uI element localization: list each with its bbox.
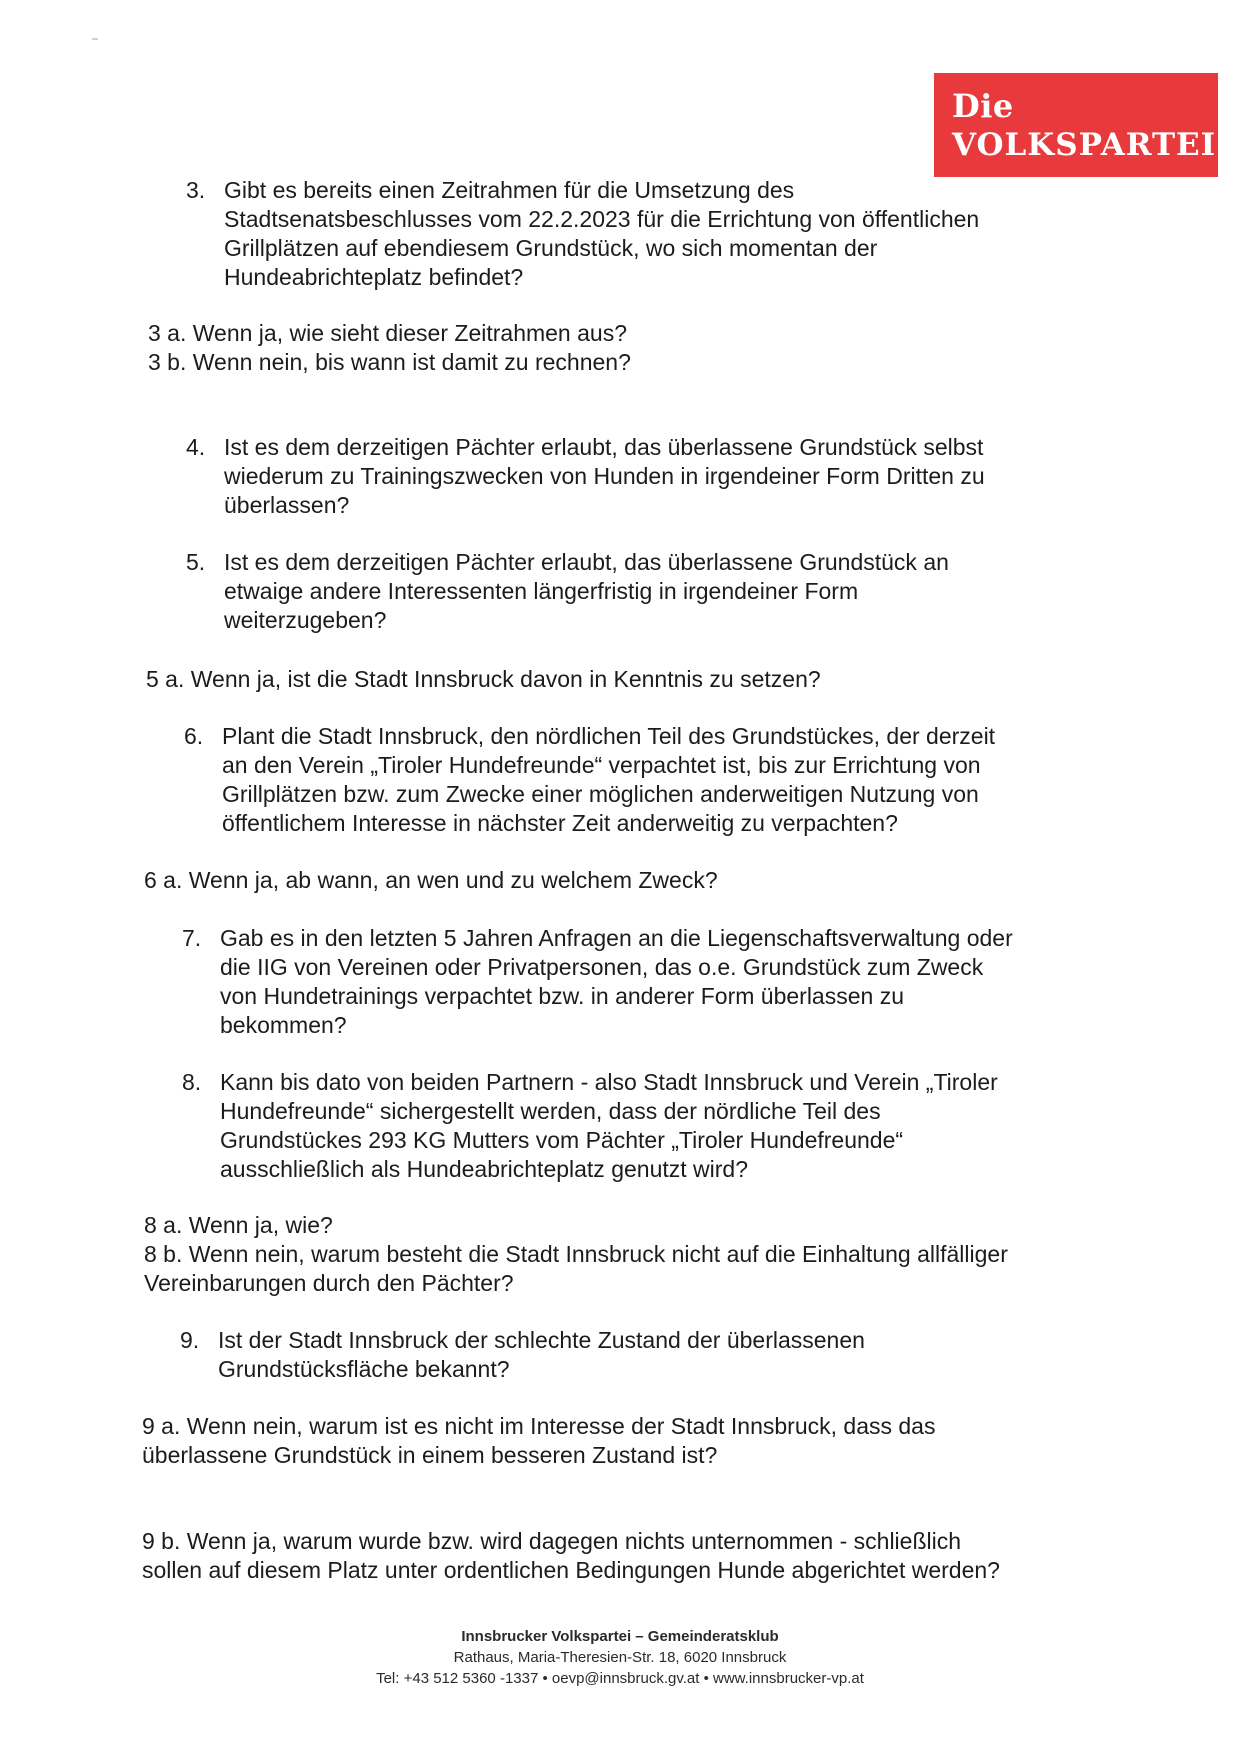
question-7-text [220, 924, 1013, 1040]
question-3-number: 3. [186, 177, 206, 203]
question-8-line: ausschließlich als Hundeabrichteplatz genutzt wird? [220, 1156, 749, 1182]
question-4-number: 4. [186, 434, 206, 460]
question-3-line: Stadtsenatsbeschlusses vom 22.2.2023 für die Errichtung von öffentlichen [224, 206, 980, 232]
party-logo [934, 73, 1218, 177]
footer-address: Rathaus, Maria-Theresien-Str. 18, 6020 Innsbruck [453, 1649, 787, 1666]
subquestion-9b-line: sollen auf diesem Platz unter ordentlichen Bedingungen Hunde abgerichtet werden? [142, 1557, 1000, 1583]
question-6-text [222, 722, 995, 838]
question-8-line: Kann bis dato von beiden Partnern - also Stadt Innsbruck und Verein „Tiroler [220, 1069, 998, 1095]
subquestion-8a: 8 a. Wenn ja, wie? [144, 1212, 333, 1238]
question-6-line: an den Verein „Tiroler Hundefreunde“ verpachtet ist, bis zur Errichtung von [222, 752, 981, 778]
subquestion-9b-line: 9 b. Wenn ja, warum wurde bzw. wird dagegen nichts unternommen - schließlich [142, 1528, 962, 1554]
question-4-text [224, 433, 985, 520]
footer-organization: Innsbrucker Volkspartei – Gemeinderatsklub [461, 1628, 779, 1645]
question-5-text [224, 548, 949, 635]
question-3-line: Hundeabrichteplatz befindet? [224, 264, 524, 290]
question-7-line: bekommen? [220, 1012, 347, 1038]
subquestion-8b-line: Vereinbarungen durch den Pächter? [144, 1270, 514, 1296]
scan-mark [92, 38, 98, 40]
footer-contact: Tel: +43 512 5360 -1337 • oevp@innsbruck.gv.at • www.innsbrucker-vp.at [376, 1670, 864, 1687]
question-5-line: weiterzugeben? [224, 607, 387, 633]
question-3-line: Gibt es bereits einen Zeitrahmen für die Umsetzung des [224, 177, 795, 203]
question-4-line: überlassen? [224, 492, 350, 518]
question-8-line: Hundefreunde“ sichergestellt werden, dass der nördliche Teil des [220, 1098, 881, 1124]
question-7-line: von Hundetrainings verpachtet bzw. in anderer Form überlassen zu [220, 983, 904, 1009]
question-9-text [218, 1326, 865, 1384]
question-9-line: Grundstücksfläche bekannt? [218, 1356, 510, 1382]
question-3-line: Grillplätzen auf ebendiesem Grundstück, wo sich momentan der [224, 235, 878, 261]
question-8-number: 8. [182, 1069, 202, 1095]
subquestion-6a: 6 a. Wenn ja, ab wann, an wen und zu welchem Zweck? [144, 867, 718, 893]
question-6-line: öffentlichem Interesse in nächster Zeit anderweitig zu verpachten? [222, 810, 898, 836]
question-5-line: Ist es dem derzeitigen Pächter erlaubt, das überlassene Grundstück an [224, 549, 949, 575]
footer [0, 1626, 1240, 1689]
subquestion-8b [144, 1240, 1008, 1298]
question-9-number: 9. [180, 1327, 200, 1353]
subquestion-9a-line: überlassene Grundstück in einem besseren Zustand ist? [142, 1442, 718, 1468]
question-9-line: Ist der Stadt Innsbruck der schlechte Zustand der überlassenen [218, 1327, 865, 1353]
subquestion-3b: 3 b. Wenn nein, bis wann ist damit zu rechnen? [148, 349, 631, 375]
question-5-line: etwaige andere Interessenten längerfristig in irgendeiner Form [224, 578, 859, 604]
subquestion-9a-line: 9 a. Wenn nein, warum ist es nicht im Interesse der Stadt Innsbruck, dass das [142, 1413, 936, 1439]
question-4-line: wiederum zu Trainingszwecken von Hunden in irgendeiner Form Dritten zu [224, 463, 985, 489]
subquestion-3a: 3 a. Wenn ja, wie sieht dieser Zeitrahmen aus? [148, 320, 627, 346]
question-6-line: Grillplätzen bzw. zum Zwecke einer möglichen anderweitigen Nutzung von [222, 781, 979, 807]
subquestion-5a: 5 a. Wenn ja, ist die Stadt Innsbruck davon in Kenntnis zu setzen? [146, 666, 821, 692]
subquestion-8b-line: 8 b. Wenn nein, warum besteht die Stadt Innsbruck nicht auf die Einhaltung allfälliger [144, 1241, 1008, 1267]
question-3-text [224, 176, 979, 292]
question-8-line: Grundstückes 293 KG Mutters vom Pächter „Tiroler Hundefreunde“ [220, 1127, 904, 1153]
question-6-number: 6. [184, 723, 204, 749]
question-4-line: Ist es dem derzeitigen Pächter erlaubt, das überlassene Grundstück selbst [224, 434, 984, 460]
subquestion-9b [142, 1527, 1000, 1585]
question-6-line: Plant die Stadt Innsbruck, den nördlichen Teil des Grundstückes, der derzeit [222, 723, 996, 749]
logo-text-volkspartei: VOLKSPARTEI [952, 127, 1217, 163]
logo-text-die: Die [952, 87, 1014, 125]
subquestion-9a [142, 1412, 935, 1470]
question-8-text [220, 1068, 998, 1184]
question-5-number: 5. [186, 549, 206, 575]
question-7-number: 7. [182, 925, 202, 951]
question-7-line: die IIG von Vereinen oder Privatpersonen, das o.e. Grundstück zum Zweck [220, 954, 984, 980]
question-7-line: Gab es in den letzten 5 Jahren Anfragen an die Liegenschaftsverwaltung oder [220, 925, 1013, 951]
